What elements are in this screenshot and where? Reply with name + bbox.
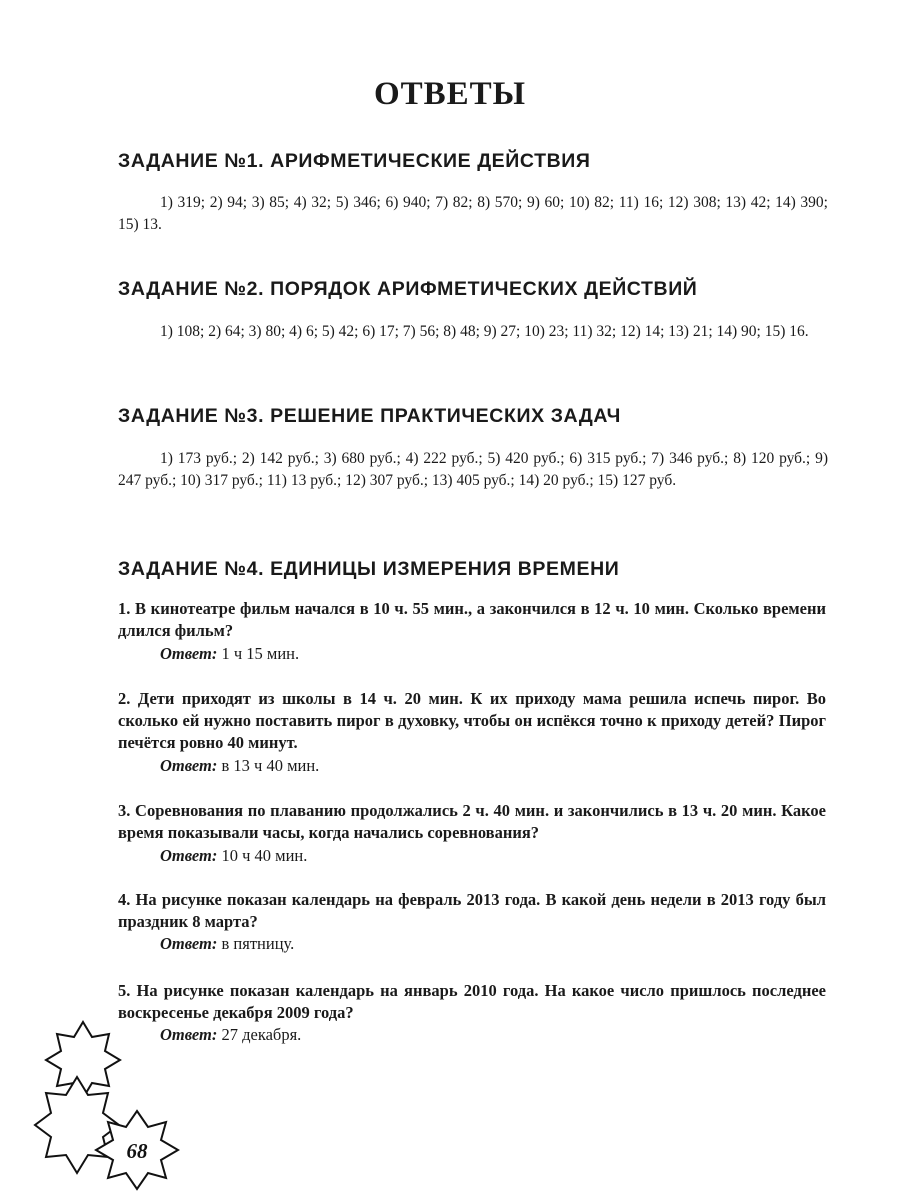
section-3-heading: ЗАДАНИЕ №3. РЕШЕНИЕ ПРАКТИЧЕСКИХ ЗАДАЧ (118, 405, 621, 427)
page-number: 68 (126, 1139, 148, 1163)
section-3-answers: 1) 173 руб.; 2) 142 руб.; 3) 680 руб.; 4) 222 руб.; 5) 420 руб.; 6) 315 руб.; 7) 346 руб.; 8) 120 руб.; 9) 247 руб.; 10) 317 руб.; 11) 13 руб.; 12) 307 руб.; 13) 405 руб.; 14) 20 руб.; 15) 127 руб. (118, 450, 828, 489)
problem-2-question: 2. Дети приходят из школы в 14 ч. 20 мин. К их приходу мама решила испечь пирог. Во сколько ей нужно поставить пирог в духовку, чтобы он испёкся точно к приходу детей? Пирог печётся ровно 40 минут. (118, 689, 826, 752)
answer-value: 1 ч 15 мин. (221, 644, 300, 663)
section-4-heading: ЗАДАНИЕ №4. ЕДИНИЦЫ ИЗМЕРЕНИЯ ВРЕМЕНИ (118, 558, 620, 580)
section-2-heading: ЗАДАНИЕ №2. ПОРЯДОК АРИФМЕТИЧЕСКИХ ДЕЙСТВИЙ (118, 278, 698, 300)
answer-label: Ответ: (160, 846, 218, 865)
answer-value: в пятницу. (221, 934, 295, 953)
section-2-answers: 1) 108; 2) 64; 3) 80; 4) 6; 5) 42; 6) 17; 7) 56; 8) 48; 9) 27; 10) 23; 11) 32; 12) 14; 13) 21; 14) 90; 15) 16. (160, 323, 809, 340)
star-icon (35, 1077, 119, 1173)
section-1-answers: 1) 319; 2) 94; 3) 85; 4) 32; 5) 346; 6) 940; 7) 82; 8) 570; 9) 60; 10) 82; 11) 16; 12) 308; 13) 42; 14) 390; 15) 13. (118, 194, 828, 233)
answer-label: Ответ: (160, 1025, 218, 1044)
problem-3-question: 3. Соревнования по плаванию продолжались 2 ч. 40 мин. и закончились в 13 ч. 20 мин. Какое время показывали часы, когда начались соревнования? (118, 801, 826, 842)
answer-label: Ответ: (160, 644, 218, 663)
section-1-heading: ЗАДАНИЕ №1. АРИФМЕТИЧЕСКИЕ ДЕЙСТВИЯ (118, 150, 591, 172)
answer-label: Ответ: (160, 934, 218, 953)
answer-value: 27 декабря. (221, 1025, 302, 1044)
answer-value: в 13 ч 40 мин. (221, 756, 320, 775)
problem-1-question: 1. В кинотеатре фильм начался в 10 ч. 55 мин., а закончился в 12 ч. 10 мин. Сколько времени длился фильм? (118, 599, 826, 640)
answer-label: Ответ: (160, 756, 218, 775)
answer-value: 10 ч 40 мин. (221, 846, 308, 865)
page-title: ОТВЕТЫ (373, 76, 527, 112)
problem-5-question: 5. На рисунке показан календарь на январь 2010 года. На какое число пришлось последнее воскресенье декабря 2009 года? (118, 981, 826, 1022)
problem-4-question: 4. На рисунке показан календарь на февраль 2013 года. В какой день недели в 2013 году был праздник 8 марта? (118, 890, 826, 931)
